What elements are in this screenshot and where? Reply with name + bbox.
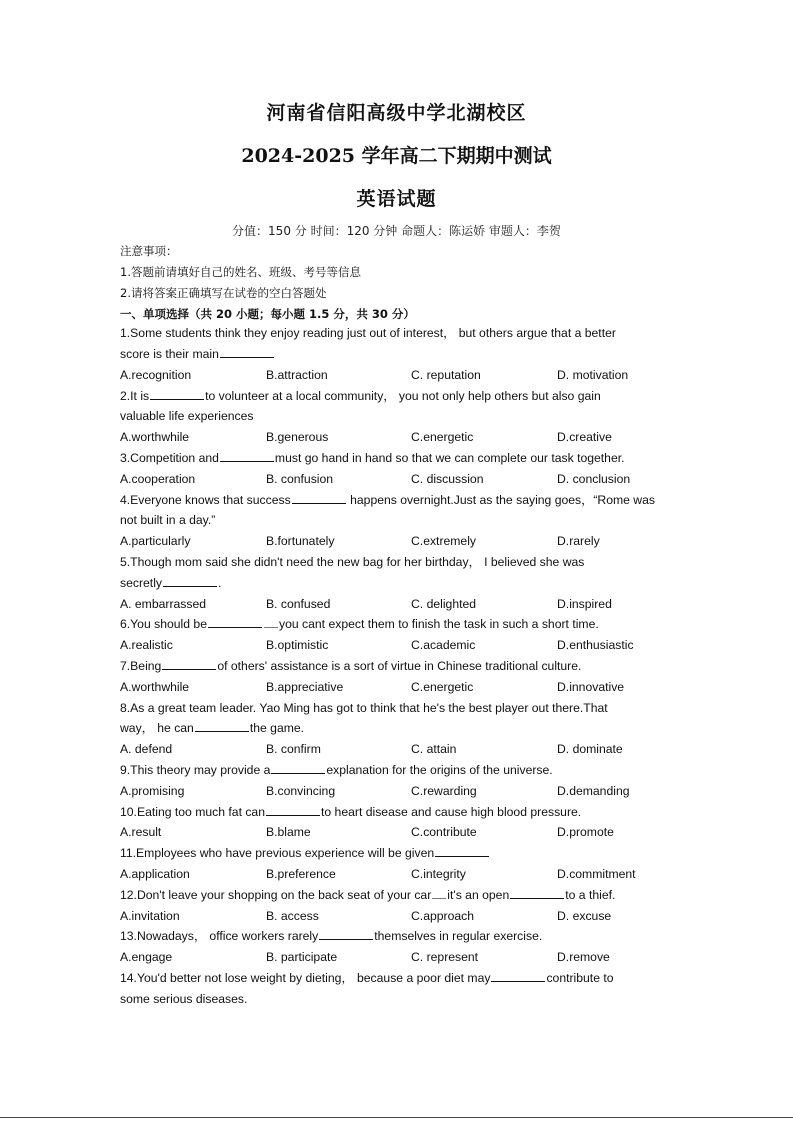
question-12-options <box>120 908 680 924</box>
notes-title: 注意事项： <box>120 244 178 258</box>
question-8-text: 8.As a great team leader. Yao Ming has got to think that he's the best player out there.That <box>120 701 608 715</box>
option-b[interactable]: B. participate <box>266 950 338 964</box>
option-c[interactable]: C.extremely <box>411 534 477 548</box>
answer-blank[interactable] <box>319 928 373 940</box>
option-a[interactable]: A. defend <box>120 742 173 756</box>
question-12-text: 12.Don't leave your shopping on the back seat of your car it's an open to a thief. <box>120 888 616 902</box>
question-10-options <box>120 824 680 840</box>
dash-separator <box>432 890 446 899</box>
answer-blank[interactable] <box>510 887 564 899</box>
option-a[interactable]: A.invitation <box>120 909 180 923</box>
question-1-options <box>120 367 680 383</box>
answer-blank[interactable] <box>150 388 204 400</box>
notes-item-2: 2.请将答案正确填写在试卷的空白答题处 <box>120 286 327 300</box>
option-c[interactable]: C.approach <box>411 909 475 923</box>
question-8-text-line2: way， he can the game. <box>120 721 305 735</box>
option-d[interactable]: D. motivation <box>557 368 629 382</box>
option-b[interactable]: B.optimistic <box>266 638 329 652</box>
option-d[interactable]: D.demanding <box>557 784 630 798</box>
option-b[interactable]: B.preference <box>266 867 336 881</box>
question-13-options <box>120 949 680 965</box>
question-7-options <box>120 679 680 695</box>
section-title: 一、单项选择（共 20 小题；每小题 1.5 分，共 30 分） <box>120 307 415 321</box>
answer-blank[interactable] <box>220 450 274 462</box>
option-a[interactable]: A.cooperation <box>120 472 196 486</box>
question-5-options <box>120 596 680 612</box>
question-2-text-line2: valuable life experiences <box>120 409 254 423</box>
option-a[interactable]: A.worthwhile <box>120 680 190 694</box>
question-4-text-line2: not built in a day.” <box>120 513 216 527</box>
option-b[interactable]: B.attraction <box>266 368 328 382</box>
question-5-text: 5.Though mom said she didn't need the new bag for her birthday， I believed she was <box>120 555 585 569</box>
option-a[interactable]: A.recognition <box>120 368 192 382</box>
option-b[interactable]: B.generous <box>266 430 329 444</box>
answer-blank[interactable] <box>435 845 489 857</box>
question-14-text-line2: some serious diseases. <box>120 992 248 1006</box>
school-title: 河南省信阳高级中学北湖校区 <box>266 102 527 124</box>
question-9-text: 9.This theory may provide a explanation for the origins of the universe. <box>120 763 553 777</box>
option-c[interactable]: C. represent <box>411 950 479 964</box>
option-b[interactable]: B.appreciative <box>266 680 344 694</box>
option-b[interactable]: B.blame <box>266 825 311 839</box>
question-4-options <box>120 533 680 549</box>
option-a[interactable]: A.promising <box>120 784 185 798</box>
option-c[interactable]: C.rewarding <box>411 784 477 798</box>
answer-blank[interactable] <box>292 492 346 504</box>
subject-title: 英语试题 <box>356 188 437 210</box>
question-10-text: 10.Eating too much fat can to heart disease and cause high blood pressure. <box>120 805 582 819</box>
option-c[interactable]: C. discussion <box>411 472 484 486</box>
option-a[interactable]: A.engage <box>120 950 173 964</box>
option-d[interactable]: D.promote <box>557 825 614 839</box>
option-d[interactable]: D.remove <box>557 950 610 964</box>
question-1-text: 1.Some students think they enjoy reading just out of interest， but others argue that a better <box>120 326 616 340</box>
option-b[interactable]: B.convincing <box>266 784 336 798</box>
option-d[interactable]: D.commitment <box>557 867 636 881</box>
option-d[interactable]: D.rarely <box>557 534 600 548</box>
option-d[interactable]: D.enthusiastic <box>557 638 634 652</box>
question-1-text-line2: score is their main <box>120 346 680 362</box>
question-14-text: 14.You'd better not lose weight by dieting， because a poor diet may contribute to <box>120 971 614 985</box>
answer-blank[interactable] <box>208 616 262 628</box>
option-c[interactable]: C. attain <box>411 742 457 756</box>
option-c[interactable]: C.integrity <box>411 867 466 881</box>
question-4-text: 4.Everyone knows that success happens overnight.Just as the saying goes，“Rome was <box>120 493 655 507</box>
option-a[interactable]: A.particularly <box>120 534 191 548</box>
option-b[interactable]: B. confusion <box>266 472 334 486</box>
option-b[interactable]: B. access <box>266 909 319 923</box>
question-11-text: 11.Employees who have previous experience will be given <box>120 845 680 861</box>
answer-blank[interactable] <box>162 658 216 670</box>
option-c[interactable]: C. reputation <box>411 368 481 382</box>
answer-blank[interactable] <box>220 346 274 358</box>
question-8-options <box>120 741 680 757</box>
question-2-options <box>120 429 680 445</box>
option-d[interactable]: D. excuse <box>557 909 612 923</box>
option-c[interactable]: C.energetic <box>411 430 474 444</box>
option-c[interactable]: C. delighted <box>411 597 477 611</box>
option-d[interactable]: D.creative <box>557 430 612 444</box>
question-7-text: 7.Being of others' assistance is a sort of virtue in Chinese traditional culture. <box>120 659 582 673</box>
option-b[interactable]: B.fortunately <box>266 534 335 548</box>
option-a[interactable]: A.application <box>120 867 190 881</box>
answer-blank[interactable] <box>195 720 249 732</box>
option-c[interactable]: C.academic <box>411 638 476 652</box>
option-d[interactable]: D. dominate <box>557 742 623 756</box>
question-3-text: 3.Competition and must go hand in hand so that we can complete our task together. <box>120 451 625 465</box>
notes-item-1: 1.答题前请填好自己的姓名、班级、考号等信息 <box>120 265 361 279</box>
option-b[interactable]: B. confused <box>266 597 331 611</box>
option-d[interactable]: D. conclusion <box>557 472 631 486</box>
exam-meta: 分值：150 分 时间：120 分钟 命题人：陈运娇 审题人：李贺 <box>232 224 561 238</box>
answer-blank[interactable] <box>271 762 325 774</box>
question-6-options <box>120 637 680 653</box>
question-5-text-line2: secretly . <box>120 576 222 590</box>
option-a[interactable]: A.realistic <box>120 638 173 652</box>
question-3-options <box>120 471 680 487</box>
answer-blank[interactable] <box>266 804 320 816</box>
question-11-options <box>120 866 680 882</box>
question-6-text: 6.You should be you cant expect them to finish the task in such a short time. <box>120 617 599 631</box>
page-bottom-rule <box>0 1117 793 1118</box>
answer-blank[interactable] <box>163 575 217 587</box>
question-9-options <box>120 783 680 799</box>
option-a[interactable]: A.worthwhile <box>120 430 190 444</box>
option-c[interactable]: C.contribute <box>411 825 477 839</box>
term-title: 2024-2025 学年高二下期期中测试 <box>241 145 552 167</box>
option-b[interactable]: B. confirm <box>266 742 321 756</box>
option-d[interactable]: D.innovative <box>557 680 625 694</box>
option-a[interactable]: A.result <box>120 825 162 839</box>
option-d[interactable]: D.inspired <box>557 597 612 611</box>
question-2-text: 2.It is to volunteer at a local community， you not only help others but also gain <box>120 389 601 403</box>
option-c[interactable]: C.energetic <box>411 680 474 694</box>
option-a[interactable]: A. embarrassed <box>120 597 207 611</box>
dash-separator <box>264 619 278 628</box>
answer-blank[interactable] <box>491 970 545 982</box>
question-13-text: 13.Nowadays， office workers rarely themselves in regular exercise. <box>120 929 543 943</box>
